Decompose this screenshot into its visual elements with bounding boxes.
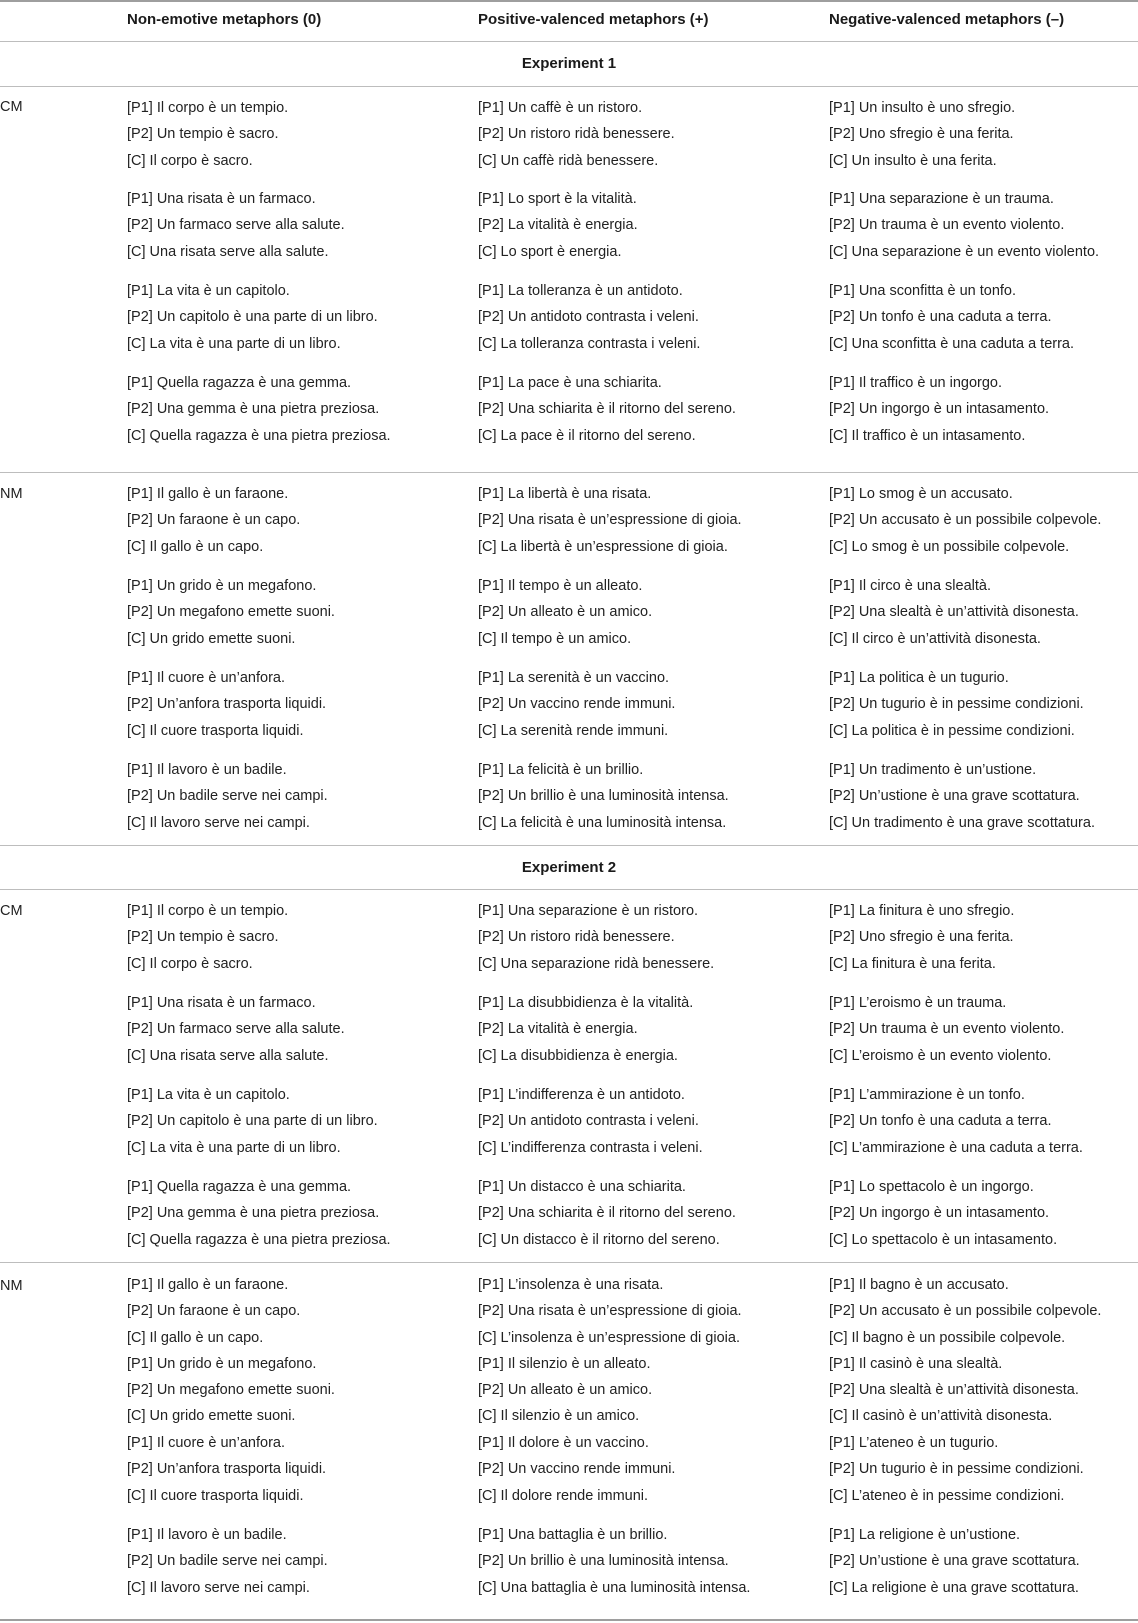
syllogism-line: [P2] Un vaccino rende immuni. (478, 696, 676, 713)
syllogism-line: [P2] Un badile serve nei campi. (127, 1553, 328, 1570)
syllogism-line: [P1] La felicità è un brillio. (478, 762, 644, 778)
syllogism-line: [P1] Lo smog è un accusato. (829, 486, 1013, 502)
syllogism-line: [P1] La pace è una schiarita. (478, 375, 662, 391)
metaphor-group (829, 1174, 1057, 1253)
metaphor-group (127, 757, 328, 836)
table-top-rule (0, 0, 1138, 2)
metaphor-group (478, 665, 675, 744)
syllogism-line: [C] Il cuore trasporta liquidi. (127, 1487, 304, 1504)
metaphor-group (478, 370, 736, 449)
syllogism-line: [P1] Il traffico è un ingorgo. (829, 375, 1003, 391)
syllogism-line: [P1] Una battaglia è un brillio. (478, 1527, 668, 1543)
syllogism-line: [P1] L’eroismo è un trauma. (829, 995, 1007, 1011)
syllogism-line: [P1] La serenità è un vaccino. (478, 670, 670, 686)
syllogism-line: [C] Lo sport è energia. (478, 243, 622, 260)
syllogism-line: [C] Quella ragazza è una pietra preziosa. (127, 1231, 391, 1248)
syllogism-line: [P2] Un badile serve nei campi. (127, 788, 328, 805)
syllogism-line: [P2] Un megafono emette suoni. (127, 1382, 335, 1399)
metaphor-group (127, 1272, 335, 1430)
syllogism-line: [C] La serenità rende immuni. (478, 722, 669, 739)
syllogism-line: [P1] Il bagno è un accusato. (829, 1277, 1009, 1293)
syllogism-line: [P2] Un alleato è un amico. (478, 604, 653, 621)
syllogism-line: [P2] Uno sfregio è una ferita. (829, 126, 1014, 143)
syllogism-line: [C] Il corpo è sacro. (127, 955, 253, 972)
metaphor-group (829, 665, 1084, 744)
syllogism-line: [P2] Un antidoto contrasta i veleni. (478, 1113, 699, 1130)
syllogism-line: [C] La finitura è una ferita. (829, 955, 996, 972)
syllogism-line: [P1] Il silenzio è un alleato. (478, 1355, 651, 1372)
syllogism-line: [P1] La religione è un’ustione. (829, 1527, 1021, 1543)
syllogism-line: [P2] Un antidoto contrasta i veleni. (478, 309, 699, 326)
metaphor-group (478, 573, 652, 652)
column-header-non-emotive: Non-emotive metaphors (0) (127, 11, 322, 28)
syllogism-line: [P1] Una risata è un farmaco. (127, 191, 316, 207)
syllogism-line: [C] Il bagno è un possibile colpevole. (829, 1329, 1066, 1346)
syllogism-line: [P1] La libertà è una risata. (478, 486, 652, 502)
syllogism-line: [P2] Un tonfo è una caduta a terra. (829, 309, 1052, 326)
row-label-nm: NM (0, 1278, 23, 1294)
metaphor-group (829, 990, 1064, 1069)
metaphor-group (478, 278, 700, 357)
metaphor-group (478, 757, 729, 836)
syllogism-line: [P1] Il cuore è un’anfora. (127, 1435, 285, 1451)
metaphor-group (829, 95, 1015, 174)
syllogism-line: [P2] Uno sfregio è una ferita. (829, 929, 1014, 946)
syllogism-line: [C] L’eroismo è un evento violento. (829, 1047, 1052, 1064)
syllogism-line: [P2] Un capitolo è una parte di un libro. (127, 309, 378, 326)
column-header-positive: Positive-valenced metaphors (+) (478, 11, 709, 28)
syllogism-line: [P1] La politica è un tugurio. (829, 670, 1009, 686)
syllogism-line: [P2] Una schiarita è il ritorno del sereno. (478, 1205, 736, 1222)
metaphor-group (478, 1174, 736, 1253)
syllogism-line: [P1] Quella ragazza è una gemma. (127, 375, 352, 391)
syllogism-line: [P1] Il casinò è una slealtà. (829, 1355, 1003, 1372)
syllogism-line: [P2] Un megafono emette suoni. (127, 604, 335, 621)
syllogism-line: [P2] Un ingorgo è un intasamento. (829, 1205, 1050, 1222)
section-rule (0, 845, 1138, 846)
table-bottom-rule (0, 1619, 1138, 1621)
syllogism-line: [C] Lo smog è un possibile colpevole. (829, 538, 1070, 555)
metaphor-group (478, 95, 675, 174)
syllogism-line: [P1] Il dolore è un vaccino. (478, 1435, 649, 1451)
syllogism-line: [P1] Una separazione è un trauma. (829, 191, 1054, 207)
syllogism-line: [P2] Un trauma è un evento violento. (829, 1021, 1065, 1038)
header-rule (0, 41, 1138, 42)
syllogism-line: [P2] Un capitolo è una parte di un libro. (127, 1113, 378, 1130)
syllogism-line: [C] Il dolore rende immuni. (478, 1487, 649, 1504)
syllogism-line: [P1] Il gallo è un faraone. (127, 1277, 289, 1293)
syllogism-line: [C] Il tempo è un amico. (478, 630, 632, 647)
metaphor-group (127, 573, 335, 652)
syllogism-line: [P1] L’indifferenza è un antidoto. (478, 1087, 685, 1103)
syllogism-line: [P2] Una gemma è una pietra preziosa. (127, 401, 380, 418)
experiment-1-title: Experiment 1 (521, 55, 617, 72)
syllogism-line: [C] La politica è in pessime condizioni. (829, 722, 1075, 739)
experiment-2-title: Experiment 2 (521, 859, 617, 876)
syllogism-line: [P1] Un caffè è un ristoro. (478, 100, 643, 116)
syllogism-line: [C] Una battaglia è una luminosità intensa. (478, 1579, 751, 1596)
syllogism-line: [P1] Lo sport è la vitalità. (478, 191, 637, 207)
syllogism-line: [P1] L’insolenza è una risata. (478, 1277, 664, 1293)
syllogism-line: [P2] Un tempio è sacro. (127, 126, 279, 143)
metaphor-group (127, 1082, 378, 1161)
metaphor-group (829, 1430, 1084, 1509)
syllogism-line: [C] Un tradimento è una grave scottatura. (829, 814, 1095, 831)
syllogism-line: [C] Lo spettacolo è un intasamento. (829, 1231, 1058, 1248)
metaphor-group (829, 757, 1095, 836)
metaphor-group (127, 898, 288, 977)
syllogism-line: [C] L’ammirazione è una caduta a terra. (829, 1139, 1083, 1156)
syllogism-line: [P1] Il lavoro è un badile. (127, 1527, 287, 1543)
syllogism-line: [P2] Un brillio è una luminosità intensa. (478, 788, 729, 805)
metaphor-group (127, 370, 391, 449)
metaphor-group (127, 278, 378, 357)
syllogism-line: [P2] Un accusato è un possibile colpevole. (829, 512, 1102, 529)
syllogism-line: [P2] Un’anfora trasporta liquidi. (127, 1461, 327, 1478)
syllogism-line: [P1] Un insulto è uno sfregio. (829, 100, 1016, 116)
metaphor-group (127, 186, 345, 265)
syllogism-line: [C] Una risata serve alla salute. (127, 1047, 329, 1064)
syllogism-line: [P1] Una sconfitta è un tonfo. (829, 283, 1017, 299)
metaphor-group (478, 1082, 703, 1161)
syllogism-line: [P2] La vitalità è energia. (478, 217, 638, 234)
syllogism-line: [C] La felicità è una luminosità intensa. (478, 814, 727, 831)
section-rule (0, 472, 1138, 473)
metaphor-group (127, 1430, 326, 1509)
syllogism-line: [P2] Un tempio è sacro. (127, 929, 279, 946)
syllogism-line: [C] Il gallo è un capo. (127, 1329, 264, 1346)
syllogism-line: [C] Un grido emette suoni. (127, 1408, 296, 1425)
syllogism-line: [P2] Una schiarita è il ritorno del sereno. (478, 401, 736, 418)
syllogism-line: [P1] Il lavoro è un badile. (127, 762, 287, 778)
metaphor-group (829, 1082, 1083, 1161)
syllogism-line: [P2] Un’ustione è una grave scottatura. (829, 788, 1080, 805)
syllogism-line: [C] Il gallo è un capo. (127, 538, 264, 555)
syllogism-line: [C] Una separazione ridà benessere. (478, 955, 715, 972)
metaphor-group (127, 665, 326, 744)
syllogism-line: [P1] L’ateneo è un tugurio. (829, 1435, 999, 1451)
syllogism-line: [C] La libertà è un’espressione di gioia. (478, 538, 728, 555)
syllogism-line: [C] Una sconfitta è una caduta a terra. (829, 335, 1075, 352)
syllogism-line: [C] Il silenzio è un amico. (478, 1408, 640, 1425)
syllogism-line: [P2] Un brillio è una luminosità intensa. (478, 1553, 729, 1570)
syllogism-line: [P2] Un ristoro ridà benessere. (478, 929, 675, 946)
syllogism-line: [P2] Un accusato è un possibile colpevole. (829, 1303, 1102, 1320)
syllogism-line: [P2] Un’anfora trasporta liquidi. (127, 696, 327, 713)
metaphor-group (478, 898, 714, 977)
syllogism-line: [C] La religione è una grave scottatura. (829, 1579, 1079, 1596)
metaphor-group (478, 1522, 750, 1601)
syllogism-line: [C] Il lavoro serve nei campi. (127, 1579, 310, 1596)
syllogism-line: [P2] Un tonfo è una caduta a terra. (829, 1113, 1052, 1130)
metaphor-group (478, 990, 693, 1069)
syllogism-line: [P2] Un trauma è un evento violento. (829, 217, 1065, 234)
syllogism-line: [P2] Un ristoro ridà benessere. (478, 126, 675, 143)
metaphor-group (127, 95, 288, 174)
syllogism-line: [C] La tolleranza contrasta i veleni. (478, 335, 701, 352)
syllogism-line: [P1] Un grido è un megafono. (127, 1355, 317, 1372)
metaphor-group (829, 573, 1079, 652)
syllogism-line: [P1] Un tradimento è un’ustione. (829, 762, 1037, 778)
syllogism-line: [P1] Il corpo è un tempio. (127, 903, 289, 919)
syllogism-line: [P1] Un distacco è una schiarita. (478, 1179, 686, 1195)
syllogism-line: [C] Il casinò è un’attività disonesta. (829, 1408, 1053, 1425)
syllogism-line: [P1] La vita è un capitolo. (127, 1087, 290, 1103)
row-label-cm: CM (0, 99, 23, 115)
metaphor-group (829, 898, 1014, 977)
row-label-cm: CM (0, 903, 23, 919)
syllogism-line: [C] La vita è una parte di un libro. (127, 335, 341, 352)
syllogism-line: [C] Il circo è un’attività disonesta. (829, 630, 1041, 647)
syllogism-line: [P2] Un faraone è un capo. (127, 512, 301, 529)
experiment-1-rule (0, 86, 1138, 87)
syllogism-line: [C] L’ateneo è in pessime condizioni. (829, 1487, 1065, 1504)
syllogism-line: [P1] Il circo è una slealtà. (829, 578, 991, 594)
section-rule (0, 1262, 1138, 1263)
syllogism-line: [C] Un insulto è una ferita. (829, 152, 997, 169)
syllogism-line: [P1] La vita è un capitolo. (127, 283, 290, 299)
metaphor-group (127, 481, 300, 560)
syllogism-line: [C] Una separazione è un evento violento. (829, 243, 1100, 260)
syllogism-line: [C] Una risata serve alla salute. (127, 243, 329, 260)
metaphor-group (829, 186, 1099, 265)
syllogism-line: [P2] Un ingorgo è un intasamento. (829, 401, 1050, 418)
syllogism-line: [C] La disubbidienza è energia. (478, 1047, 678, 1064)
syllogism-line: [P2] Un’ustione è una grave scottatura. (829, 1553, 1080, 1570)
metaphor-group (127, 1174, 391, 1253)
syllogism-line: [P1] Il gallo è un faraone. (127, 486, 289, 502)
syllogism-line: [P2] Una risata è un’espressione di gioia. (478, 1303, 742, 1320)
syllogism-line: [P2] La vitalità è energia. (478, 1021, 638, 1038)
syllogism-line: [P2] Un faraone è un capo. (127, 1303, 301, 1320)
syllogism-line: [P1] La disubbidienza è la vitalità. (478, 995, 694, 1011)
syllogism-line: [C] L’insolenza è un’espressione di gioia. (478, 1329, 740, 1346)
metaphor-group (829, 481, 1101, 560)
syllogism-line: [P1] Un grido è un megafono. (127, 578, 317, 594)
syllogism-line: [C] Un grido emette suoni. (127, 630, 296, 647)
syllogism-line: [C] La vita è una parte di un libro. (127, 1139, 341, 1156)
syllogism-line: [P1] Una risata è un farmaco. (127, 995, 316, 1011)
metaphor-group (829, 1272, 1101, 1430)
metaphor-group (127, 1522, 328, 1601)
syllogism-line: [P2] Un tugurio è in pessime condizioni. (829, 696, 1084, 713)
metaphor-group (478, 186, 638, 265)
syllogism-line: [P1] La finitura è uno sfregio. (829, 903, 1015, 919)
syllogism-line: [P1] Il tempo è un alleato. (478, 578, 643, 594)
syllogism-line: [P2] Un farmaco serve alla salute. (127, 217, 345, 234)
metaphor-group (478, 1272, 742, 1430)
syllogism-line: [P1] Lo spettacolo è un ingorgo. (829, 1179, 1034, 1195)
column-header-negative: Negative-valenced metaphors (–) (829, 11, 1065, 28)
syllogism-line: [P2] Una slealtà è un’attività disonesta. (829, 604, 1079, 621)
syllogism-line: [P1] L’ammirazione è un tonfo. (829, 1087, 1025, 1103)
syllogism-line: [P2] Un vaccino rende immuni. (478, 1461, 676, 1478)
metaphor-group (127, 990, 345, 1069)
syllogism-line: [P1] Il cuore è un’anfora. (127, 670, 285, 686)
syllogism-line: [C] La pace è il ritorno del sereno. (478, 427, 696, 444)
metaphor-group (478, 481, 742, 560)
syllogism-line: [C] Il corpo è sacro. (127, 152, 253, 169)
syllogism-line: [P1] Il corpo è un tempio. (127, 100, 289, 116)
syllogism-line: [C] Quella ragazza è una pietra preziosa. (127, 427, 391, 444)
syllogism-line: [P1] La tolleranza è un antidoto. (478, 283, 683, 299)
metaphor-group (829, 370, 1049, 449)
metaphor-group (829, 278, 1074, 357)
metaphor-group (478, 1430, 675, 1509)
row-label-nm: NM (0, 486, 23, 502)
syllogism-line: [C] L’indifferenza contrasta i veleni. (478, 1139, 703, 1156)
syllogism-line: [C] Il cuore trasporta liquidi. (127, 722, 304, 739)
syllogism-line: [P2] Una slealtà è un’attività disonesta. (829, 1382, 1079, 1399)
experiment-2-rule (0, 889, 1138, 890)
syllogism-line: [P1] Una separazione è un ristoro. (478, 903, 699, 919)
syllogism-line: [P1] Quella ragazza è una gemma. (127, 1179, 352, 1195)
syllogism-line: [C] Un caffè ridà benessere. (478, 152, 659, 169)
syllogism-line: [P2] Un alleato è un amico. (478, 1382, 653, 1399)
syllogism-line: [P2] Una gemma è una pietra preziosa. (127, 1205, 380, 1222)
syllogism-line: [P2] Un farmaco serve alla salute. (127, 1021, 345, 1038)
syllogism-line: [C] Il traffico è un intasamento. (829, 427, 1026, 444)
syllogism-line: [P2] Una risata è un’espressione di gioia. (478, 512, 742, 529)
syllogism-line: [C] Un distacco è il ritorno del sereno. (478, 1231, 720, 1248)
syllogism-line: [C] Il lavoro serve nei campi. (127, 814, 310, 831)
syllogism-line: [P2] Un tugurio è in pessime condizioni. (829, 1461, 1084, 1478)
metaphor-group (829, 1522, 1080, 1601)
